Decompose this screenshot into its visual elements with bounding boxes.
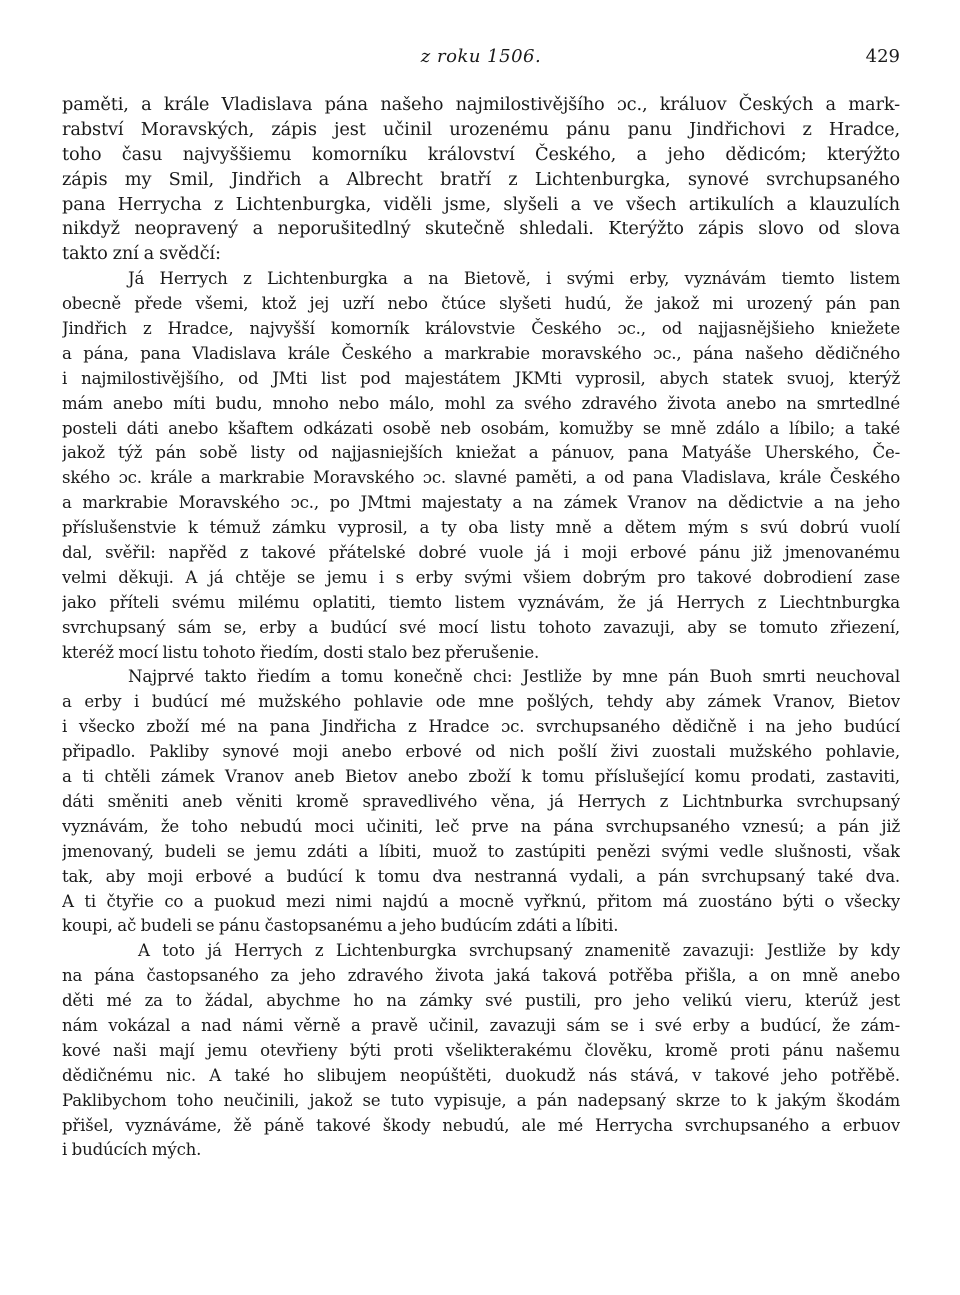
running-head xyxy=(62,46,900,74)
text-line: vyznávám, že toho nebudú moci učiniti, leč prve na pána svrchupsaného vznesú; a pán již xyxy=(62,816,900,836)
charter-paragraph-2 xyxy=(62,665,900,939)
text-line: obecně přede všemi, ktož jej uzří nebo čtúce slyšeti hudú, že jakož mi urozený pán pan xyxy=(62,294,900,314)
intro-paragraph xyxy=(62,93,900,267)
text-line: paměti, a krále Vladislava pána našeho najmilostivějšího ɔc., králuov Českých a mark- xyxy=(62,94,900,115)
text-line: koupi, ač budeli se pánu častopsanému a jeho budúcím zdáti a líbiti. xyxy=(62,916,619,936)
text-line: dáti směniti aneb věniti kromě spravedlivého věna, já Herrych z Lichtnburka svrchupsaný xyxy=(62,791,900,811)
text-line: dědičnému nic. A také ho slibujem neopúštěti, duokudž nás stává, v takové jeho potřěbě. xyxy=(62,1065,900,1085)
charter-paragraph-1 xyxy=(62,267,900,665)
text-line: na pána častopsaného za jeho zdravého života jaká taková potřěba přišla, a on mně anebo xyxy=(62,966,900,986)
charter-paragraph-3 xyxy=(62,939,900,1163)
text-line: rabství Moravských, zápis jest učinil urozenému pánu panu Jindřichovi z Hradce, xyxy=(62,118,900,140)
text-line: zápis my Smil, Jindřich a Albrecht bratří z Lichtenburgka, synové svrchupsaného xyxy=(62,168,900,190)
text-line: tak, aby moji erbové a budúcí k tomu dva nestranná vydali, a pán svrchupsaný také dva. xyxy=(62,866,900,886)
text-line: a pána, pana Vladislava krále Českého a markrabie moravského ɔc., pána našeho dědičného xyxy=(62,343,900,363)
text-line: A toto já Herrych z Lichtenburgka svrchupsaný znamenitě zavazuji: Jestliže by kdy xyxy=(138,941,900,961)
text-line: Paklibychom toho neučinili, jakož se tuto vypisuje, a pán nadepsaný skrze to k jakým škodám xyxy=(62,1090,900,1110)
text-line: Najprvé takto řiedím a tomu konečně chci: Jestliže by mne pán Buoh smrti neuchoval xyxy=(128,667,900,687)
text-line: mám anebo míti budu, mnoho nebo málo, mohl za svého zdravého života anebo na smrtedlné xyxy=(62,393,900,413)
text-line: jmenovaný, budeli se jemu zdáti a líbiti, muož to zastúpiti penězi svými vedle slušnosti, však xyxy=(62,841,900,861)
text-line: nám vokázal a nad námi věrně a pravě učinil, zavazuji sám se i své erby a budúcí, že zám- xyxy=(62,1015,900,1035)
text-line: toho času najvyššiemu komorníku království Českého, a jeho dědicóm; kterýžto xyxy=(62,143,900,165)
text-line: jakož týž pán sobě listy od najjasniejších kniežat a pánuov, pana Matyáše Uherského, Če- xyxy=(62,443,900,463)
text-line: pana Herrycha z Lichtenburgka, viděli jsme, slyšeli a ve všech artikulích a klauzulích xyxy=(62,193,900,215)
text-line: připadlo. Pakliby synové moji anebo erbové od nich pošlí živi zuostali mužského pohlavie, xyxy=(62,742,900,762)
text-line: Já Herrych z Lichtenburgka a na Bietově, i svými erby, vyznávám tiemto listem xyxy=(128,269,900,289)
text-line: ského ɔc. krále a markrabie Moravského ɔc. slavné paměti, a od pana Vladislava, krále Českého xyxy=(62,468,900,488)
text-line: nikdyž neopravený a neporušitedlný skutečně shledali. Kterýžto zápis slovo od slova xyxy=(62,218,900,240)
text-line: i všecko zboží mé na pana Jindřicha z Hradce ɔc. svrchupsaného dědičně i na jeho budúcí xyxy=(62,717,900,737)
text-line: jako příteli svému milému oplatiti, tiemto listem vyznávám, že já Herrych z Liechtnburgka xyxy=(62,592,900,612)
text-line: kové naši mají jemu otevřieny býti proti všelikterakému člověku, kromě proti pánu našemu xyxy=(62,1040,900,1060)
body-text xyxy=(62,93,900,1163)
text-line: i najmilostivějšího, od JMti list pod majestátem JKMti vyprosil, abych statek svuoj, kterýž xyxy=(62,368,900,388)
text-line: a ti chtěli zámek Vranov aneb Bietov anebo zboží k tomu příslušející komu prodati, zastaviti, xyxy=(62,767,900,787)
text-line: a markrabie Moravského ɔc., po JMtmi majestaty a na zámek Vranov na dědictvie a na jeho xyxy=(62,493,900,513)
text-line: svrchupsaný sám se, erby a budúcí své mocí listu tohoto zavazuji, aby se tomuto zřiezení, xyxy=(62,617,900,637)
text-line: i budúcích mých. xyxy=(62,1140,202,1160)
text-line: Jindřich z Hradce, najvyšší komorník královstvie Českého ɔc., od najjasnějšieho kniežete xyxy=(62,319,900,339)
text-line: příslušenstvie k témuž zámku vyprosil, a ty oba listy mně a dětem mým s svú dobrú vuolí xyxy=(62,518,900,538)
charter-text xyxy=(62,267,900,1163)
page-number: 429 xyxy=(865,46,900,67)
text-line: kteréž mocí listu tohoto řiedím, dosti stalo bez přerušenie. xyxy=(62,642,540,662)
text-line: dal, svěřil: napřěd z takové přátelské dobré vuole já i moji erbové pánu již jmenovanému xyxy=(62,543,900,563)
running-title: z roku 1506. xyxy=(420,46,542,67)
text-line: a erby i budúcí mé mužského pohlavie ode mne pošlých, tehdy aby zámek Vranov, Bietov xyxy=(62,692,900,712)
text-line: přišel, vyznáváme, žě páně takové škody nebudú, ale mé Herrycha svrchupsaného a erbuov xyxy=(62,1115,900,1135)
text-line: posteli dáti anebo kšaftem odkázati osobě neb osobám, komužby se mně zdálo a líbilo; a také xyxy=(62,418,900,438)
text-line: děti mé za to žádal, abychme ho na zámky své pustili, pro jeho velikú vieru, kterúž jest xyxy=(62,991,900,1011)
text-line: velmi děkuji. A já chtěje se jemu i s erby svými všiem dobrým pro takové dobrodiení zase xyxy=(62,567,900,587)
text-line: A ti čtyřie co a puokud mezi nimi najdú a mocně vyřknú, přitom má zuostáno býti o všecky xyxy=(62,891,900,911)
text-line: takto zní a svědčí: xyxy=(62,243,221,265)
